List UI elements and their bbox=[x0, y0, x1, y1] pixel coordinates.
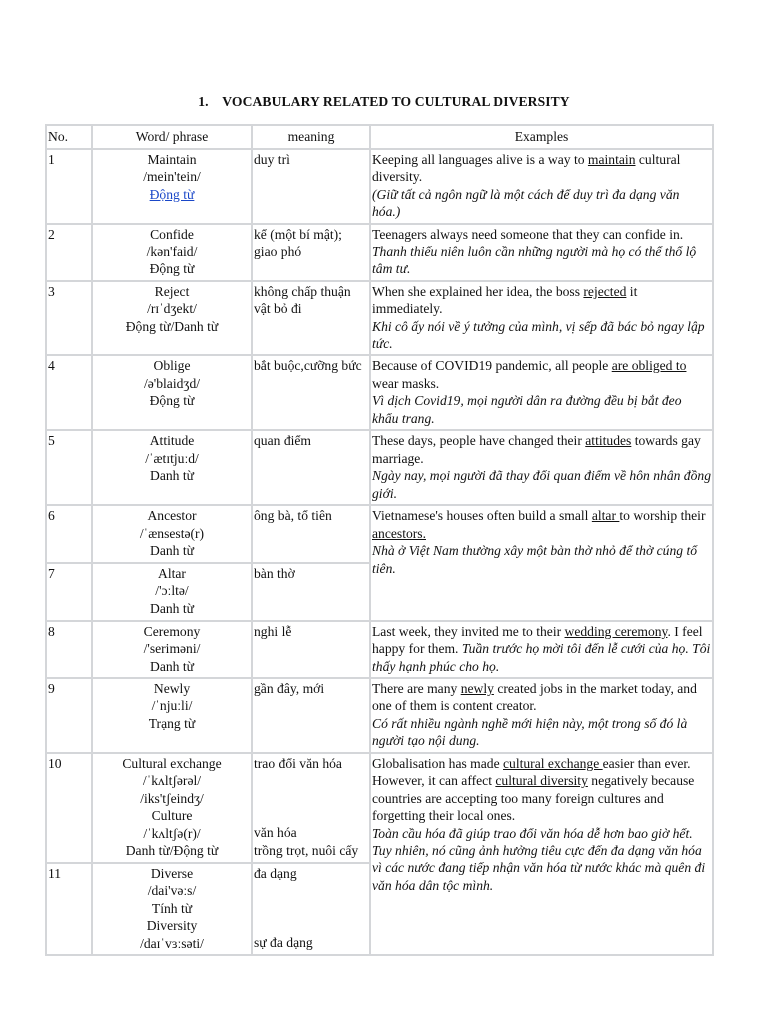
ipa: /ˈnjuːli/ bbox=[151, 698, 193, 714]
word: Ceremony bbox=[143, 623, 201, 639]
example-text: easier than ever. However, it can affect bbox=[372, 755, 691, 789]
example-cell bbox=[370, 753, 713, 955]
table-row bbox=[46, 281, 713, 356]
example-translation: (Giữ tất cả ngôn ngữ là một cách để duy trì đa dạng văn hóa.) bbox=[372, 186, 680, 220]
meaning: văn hóa bbox=[254, 825, 297, 841]
example-text: Vietnamese's houses often build a small bbox=[372, 508, 592, 524]
word: Cultural exchange bbox=[122, 755, 222, 771]
meaning: kể (một bí mật); giao phó bbox=[252, 224, 370, 281]
header-no: No. bbox=[46, 125, 92, 149]
row-number: 1 bbox=[46, 149, 92, 224]
example-keyword: maintain bbox=[587, 152, 636, 167]
ipa: /kən'faid/ bbox=[146, 244, 198, 260]
row-number: 11 bbox=[46, 863, 92, 955]
example-text: to worship their bbox=[619, 508, 706, 524]
example-keyword: newly bbox=[460, 680, 494, 696]
ipa: /ˈkʌltʃə(r)/ bbox=[143, 825, 201, 841]
example-keyword: cultural exchange bbox=[503, 755, 603, 771]
header-examples: Examples bbox=[370, 125, 713, 149]
meaning: bàn thờ bbox=[252, 563, 370, 621]
table-row bbox=[46, 430, 713, 505]
part-of-speech: Danh từ bbox=[150, 600, 194, 616]
example-translation: Vì dịch Covid19, mọi người dân ra đường đều bị bắt đeo khẩu trang. bbox=[372, 393, 682, 426]
meaning: không chấp thuận vật bỏ đi bbox=[252, 281, 370, 356]
example-cell bbox=[370, 621, 713, 678]
example-keyword: altar bbox=[591, 508, 620, 524]
row-number: 5 bbox=[46, 430, 92, 505]
word-cell bbox=[92, 621, 252, 678]
ipa: /'ɔːltə/ bbox=[155, 583, 189, 599]
ipa: /ˈænsestə(r) bbox=[139, 525, 205, 541]
example-cell bbox=[370, 149, 713, 224]
ipa: /mein'tein/ bbox=[143, 169, 201, 185]
meaning-cell bbox=[252, 753, 370, 863]
example-text: Globalisation has made bbox=[372, 755, 503, 771]
ipa: /iks'tʃeindʒ/ bbox=[140, 790, 204, 806]
header-meaning: meaning bbox=[252, 125, 370, 149]
example-keyword: wedding ceremony bbox=[564, 623, 668, 639]
example-text: There are many bbox=[372, 680, 461, 696]
ipa: /ˈkʌltʃərəl/ bbox=[142, 773, 202, 789]
word: Maintain bbox=[147, 152, 197, 167]
word: Confide bbox=[150, 226, 194, 242]
word-cell bbox=[92, 863, 252, 955]
word: Altar bbox=[158, 565, 186, 581]
part-of-speech: Danh từ bbox=[150, 543, 194, 559]
word: Reject bbox=[154, 283, 190, 299]
word-cell bbox=[92, 678, 252, 753]
part-of-speech: Danh từ/Động từ bbox=[125, 842, 219, 858]
example-text: These days, people have changed their bbox=[372, 433, 586, 449]
word: Diversity bbox=[146, 918, 198, 934]
row-number: 9 bbox=[46, 678, 92, 753]
example-cell bbox=[370, 505, 713, 620]
word: Newly bbox=[153, 680, 191, 696]
example-text: wear masks. bbox=[372, 375, 440, 391]
word-cell bbox=[92, 281, 252, 356]
table-row bbox=[46, 753, 713, 863]
row-number: 2 bbox=[46, 224, 92, 281]
word-cell bbox=[92, 563, 252, 621]
example-text: Because of COVID19 pandemic, all people bbox=[372, 358, 612, 374]
meaning: sự đa dạng bbox=[254, 935, 313, 951]
meaning: quan điểm bbox=[252, 430, 370, 505]
section-heading: VOCABULARY RELATED TO CULTURAL DIVERSITY bbox=[222, 94, 570, 109]
example-keyword: cultural diversity bbox=[495, 773, 588, 789]
word-cell bbox=[92, 149, 252, 224]
part-of-speech: Tính từ bbox=[151, 900, 193, 916]
example-translation: Ngày nay, mọi người đã thay đổi quan điểm về hôn nhân đồng giới. bbox=[372, 468, 711, 501]
ipa: /ə'blaidʒd/ bbox=[143, 375, 201, 391]
vocabulary-table bbox=[45, 124, 714, 956]
meaning: trồng trọt, nuôi cấy bbox=[254, 842, 359, 858]
example-text: Keeping all languages alive is a way to bbox=[372, 152, 588, 167]
section-number: 1. bbox=[198, 94, 209, 109]
example-translation: Khi cô ấy nói về ý tưởng của mình, vị sếp đã bác bỏ ngay lập tức. bbox=[372, 318, 705, 352]
table-header-row bbox=[46, 125, 713, 149]
part-of-speech: Danh từ bbox=[150, 658, 194, 674]
meaning: trao đổi văn hóa bbox=[254, 755, 342, 771]
example-cell bbox=[370, 430, 713, 505]
table-row bbox=[46, 224, 713, 281]
word: Culture bbox=[151, 808, 193, 824]
word-cell bbox=[92, 430, 252, 505]
meaning: ông bà, tổ tiên bbox=[252, 505, 370, 562]
word-cell bbox=[92, 505, 252, 562]
example-text: it immediately. bbox=[372, 283, 638, 317]
meaning: nghi lễ bbox=[252, 621, 370, 678]
row-number: 10 bbox=[46, 753, 92, 863]
example-translation: Nhà ở Việt Nam thường xây một bàn thờ nhỏ để thờ cúng tổ tiên. bbox=[372, 543, 698, 576]
word: Diverse bbox=[150, 865, 194, 881]
example-text: . I feel happy for them. bbox=[372, 623, 703, 657]
meaning: gần đây, mới bbox=[252, 678, 370, 753]
part-of-speech: Động từ bbox=[149, 261, 195, 277]
table-row bbox=[46, 621, 713, 678]
row-number: 8 bbox=[46, 621, 92, 678]
example-cell bbox=[370, 281, 713, 356]
ipa: /'seriməni/ bbox=[143, 641, 201, 657]
example-text: created jobs in the market today, and one of them is content creator. bbox=[372, 680, 697, 714]
word-cell bbox=[92, 224, 252, 281]
word: Attitude bbox=[149, 433, 195, 449]
example-cell bbox=[370, 355, 713, 430]
row-number: 7 bbox=[46, 563, 92, 621]
part-of-speech: Động từ bbox=[149, 393, 195, 409]
example-keyword: rejected bbox=[583, 283, 627, 299]
part-of-speech: Động từ/Danh từ bbox=[125, 318, 219, 334]
example-text: Last week, they invited me to their bbox=[372, 623, 565, 639]
example-translation: Toàn cầu hóa đã giúp trao đổi văn hóa dễ hơn bao giờ hết. Tuy nhiên, nó cũng ảnh hưởng tiêu cực đến đa dạng văn hóa vì các nước đang tiếp nhận văn hóa từ nước khác mà quên đi văn hóa dân tộc mình. bbox=[372, 825, 706, 893]
word: Ancestor bbox=[147, 508, 197, 524]
table-row bbox=[46, 678, 713, 753]
example-text: When she explained her idea, the boss bbox=[372, 283, 584, 299]
ipa: /dai'vəːs/ bbox=[147, 883, 197, 899]
example-text: towards gay marriage. bbox=[372, 433, 701, 466]
part-of-speech: Danh từ bbox=[150, 468, 194, 484]
ipa: /daɪˈvɜːsəti/ bbox=[140, 935, 204, 951]
example-keyword: ancestors. bbox=[372, 525, 426, 541]
table-row bbox=[46, 355, 713, 430]
example-translation: Thanh thiếu niên luôn cần những người mà họ có thể thổ lộ tâm tư. bbox=[372, 244, 697, 277]
part-of-speech: Trạng từ bbox=[148, 715, 196, 731]
example-cell bbox=[370, 678, 713, 753]
row-number: 3 bbox=[46, 281, 92, 356]
table-row bbox=[46, 149, 713, 224]
ipa: /ˈætɪtjuːd/ bbox=[145, 450, 199, 466]
pos-link[interactable]: Động từ bbox=[149, 186, 195, 202]
section-title bbox=[0, 94, 768, 110]
row-number: 4 bbox=[46, 355, 92, 430]
example-text: negatively because countries are accepting too many foreign cultures and forgetting their local ones. bbox=[372, 773, 695, 824]
word: Oblige bbox=[153, 358, 191, 374]
example-translation: Tuần trước họ mời tôi đến lễ cưới của họ. Tôi thấy hạnh phúc cho họ. bbox=[372, 641, 711, 674]
example-keyword: are obliged to bbox=[611, 358, 687, 374]
meaning-cell bbox=[252, 863, 370, 955]
meaning: bắt buộc,cưỡng bức bbox=[252, 355, 370, 430]
meaning: đa dạng bbox=[254, 865, 297, 881]
table-row bbox=[46, 505, 713, 562]
example-cell bbox=[370, 224, 713, 281]
example-text: cultural diversity. bbox=[372, 152, 681, 185]
header-word: Word/ phrase bbox=[92, 125, 252, 149]
row-number: 6 bbox=[46, 505, 92, 562]
example-translation: Có rất nhiều ngành nghề mới hiện này, một trong số đó là người tạo nội dung. bbox=[372, 715, 688, 749]
example-keyword: attitudes bbox=[585, 433, 632, 449]
word-cell bbox=[92, 355, 252, 430]
meaning: duy trì bbox=[252, 149, 370, 224]
word-cell bbox=[92, 753, 252, 863]
example-text: Teenagers always need someone that they can confide in. bbox=[372, 226, 684, 242]
ipa: /rɪˈdʒekt/ bbox=[147, 301, 197, 317]
